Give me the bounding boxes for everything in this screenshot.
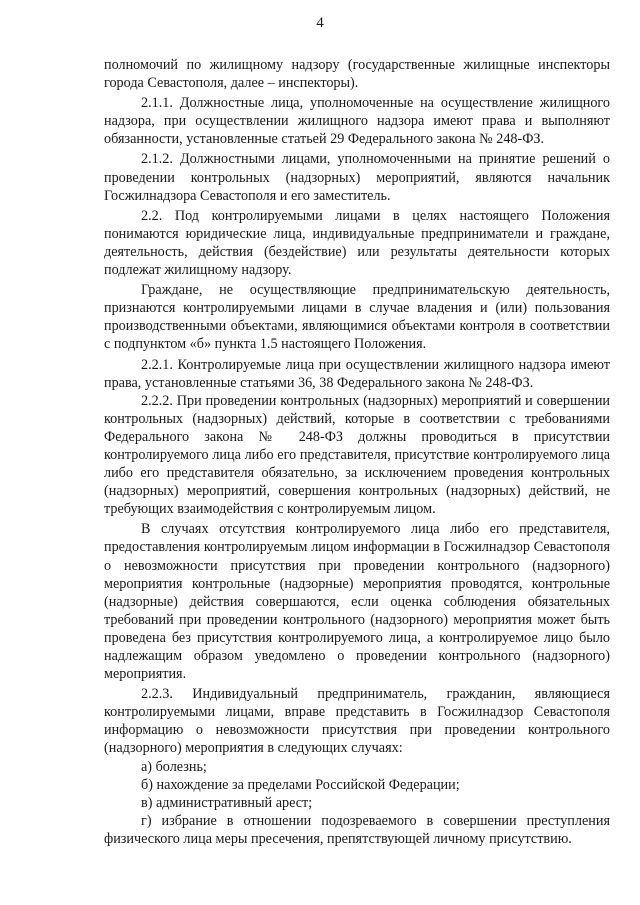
page-number: 4 bbox=[316, 15, 324, 31]
list-item-a: а) болезнь; bbox=[141, 758, 207, 775]
paragraph-2-1-2: 2.1.2. Должностными лицами, уполномоченными на принятие решений о проведении контрольных (надзорных) мероприятий, являются начальник Госжилнадзора Севастополя и его заместитель. bbox=[104, 151, 610, 204]
paragraph-2-1-1: 2.1.1. Должностные лица, уполномоченные на осуществление жилищного надзора, при осуществлении жилищного надзора имеют права и выполняют обязанности, установленные статьей 29 Федерального закона № 248-ФЗ. bbox=[104, 95, 610, 148]
paragraph-absence-cases: В случаях отсутствия контролируемого лица либо его представителя, предоставления контролируемым лицом информации в Госжилнадзор Севастополя о невозможности присутствия при проведении контрольного (надзорного) мероприятия контрольные (надзорные) мероприятия проводятся, контрольные (надзорные) действия совершаются, если оценка соблюдения обязательных требований при проведении контрольного (надзорного) мероприятия может быть проведена без присутствия контролируемого лица, а контролируемое лицо было надлежащим образом уведомлено о проведении контрольного (надзорного) мероприятия. bbox=[104, 521, 610, 683]
paragraph-2-2-1: 2.2.1. Контролируемые лица при осуществлении жилищного надзора имеют права, установленные статьями 36, 38 Федерального закона № 248-ФЗ. bbox=[104, 356, 610, 391]
paragraph-2-2-2: 2.2.2. При проведении контрольных (надзорных) мероприятий и совершении контрольных (надзорных) действий, которые в соответствии с требованиями Федерального закона № 248-ФЗ должны проводиться в присутствии контролируемого лица либо его представителя, присутствие контролируемого лица либо его представителя обязательно, за исключением проведения контрольных (надзорных) мероприятий, совершения контрольных (надзорных) действий, не требующих взаимодействия с контролируемым лицом. bbox=[104, 392, 610, 518]
paragraph-citizens: Граждане, не осуществляющие предпринимательскую деятельность, признаются контролируемыми лицами в случае владения и (или) пользования производственными объектами, являющимися объектами контроля в соответствии с подпунктом «б» пункта 1.5 настоящего Положения. bbox=[104, 282, 610, 353]
list-item-g: г) избрание в отношении подозреваемого в совершении преступления физического лица меры пресечения, препятствующей личному присутствию. bbox=[104, 812, 610, 847]
paragraph-2-2: 2.2. Под контролируемыми лицами в целях настоящего Положения понимаются юридические лица, индивидуальные предприниматели и граждане, деятельность, действия (бездействие) или результаты деятельности которых подлежат жилищному надзору. bbox=[104, 207, 610, 279]
paragraph-2-2-3: 2.2.3. Индивидуальный предприниматель, гражданин, являющиеся контролируемыми лицами, вправе представить в Госжилнадзор Севастополя информацию о невозможности присутствия при проведении контрольного (надзорного) мероприятия в следующих случаях: bbox=[104, 686, 610, 757]
paragraph-continuation: полномочий по жилищному надзору (государственные жилищные инспекторы города Севастополя, далее – инспекторы). bbox=[104, 57, 610, 92]
list-item-v: в) административный арест; bbox=[141, 794, 313, 811]
list-item-b: б) нахождение за пределами Российской Федерации; bbox=[141, 776, 460, 793]
document-body bbox=[104, 56, 610, 848]
